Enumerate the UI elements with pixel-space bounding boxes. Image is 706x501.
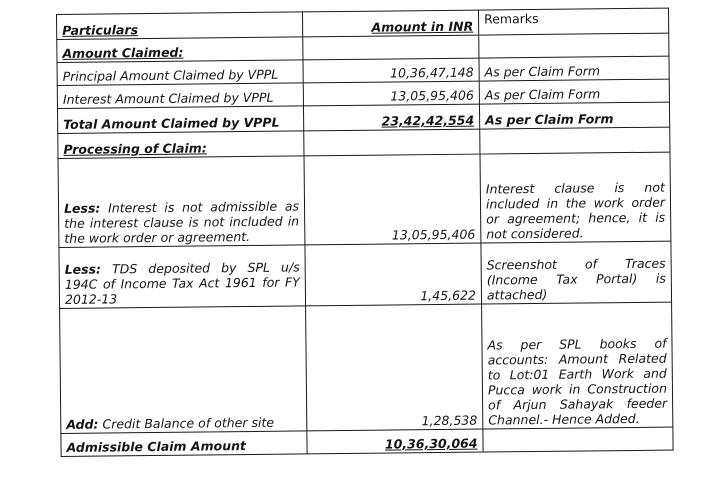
empty-cell (303, 35, 479, 60)
principal-amount: 10,36,47,148 (303, 58, 479, 83)
admissible-label: Admissible Claim Amount (61, 431, 307, 457)
interest-remark: As per Claim Form (479, 79, 669, 104)
total-amount: 23,42,42,554 (303, 104, 479, 131)
total-label: Total Amount Claimed by VPPL (57, 106, 303, 134)
less-tds-remark: Screenshot of Traces (Income Tax Portal) is attached) (481, 241, 672, 304)
add-credit-remark: As per SPL books of accounts: Amount Related to Lot:01 Earth Work and Pucca work in Construction of Arjun Sahayak feeder Channel.- Hence Added. (482, 302, 673, 429)
principal-label: Principal Amount Claimed by VPPL (57, 60, 303, 86)
table-row-add-credit (60, 302, 673, 433)
claim-processing-table (56, 8, 674, 457)
interest-amount: 13,05,95,406 (303, 81, 479, 106)
admissible-remark (483, 427, 673, 452)
principal-remark: As per Claim Form (479, 56, 669, 81)
empty-cell (304, 129, 480, 156)
add-credit-label: Credit Balance of other site (102, 414, 275, 432)
add-credit-particulars (60, 306, 307, 434)
interest-label: Interest Amount Claimed by VPPL (57, 83, 303, 109)
less-interest-label: Interest is not admissible as the interest clause is not included in the work order or agreement. (64, 198, 300, 246)
table-row-less-tds (59, 241, 672, 308)
less-interest-amount: 13,05,95,406 (304, 154, 481, 245)
add-credit-prefix: Add: (66, 416, 99, 432)
section-processing: Processing of Claim: (58, 131, 304, 159)
header-amount: Amount in INR (302, 10, 478, 37)
less-tds-label: TDS deposited by SPL u/s 194C of Income Tax Act 1961 for FY 2012-13 (64, 259, 300, 307)
section-amount-claimed: Amount Claimed: (57, 37, 303, 63)
less-tds-amount: 1,45,622 (305, 243, 482, 306)
empty-cell (480, 127, 670, 154)
less-interest-remark: Interest clause is not included in the work order or agreement; hence, it is not considered. (480, 152, 671, 243)
less-interest-prefix: Less: (63, 200, 101, 216)
admissible-amount: 10,36,30,064 (307, 429, 483, 454)
header-particulars: Particulars (57, 12, 303, 40)
claim-table-sheet (56, 8, 673, 457)
table-row-less-interest (58, 152, 671, 247)
less-tds-prefix: Less: (64, 261, 102, 277)
total-remark: As per Claim Form (479, 102, 669, 129)
empty-cell (479, 33, 669, 58)
less-interest-particulars (58, 156, 305, 248)
less-tds-particulars (59, 245, 306, 309)
header-remarks: Remarks (478, 8, 668, 35)
add-credit-amount: 1,28,538 (306, 304, 483, 431)
